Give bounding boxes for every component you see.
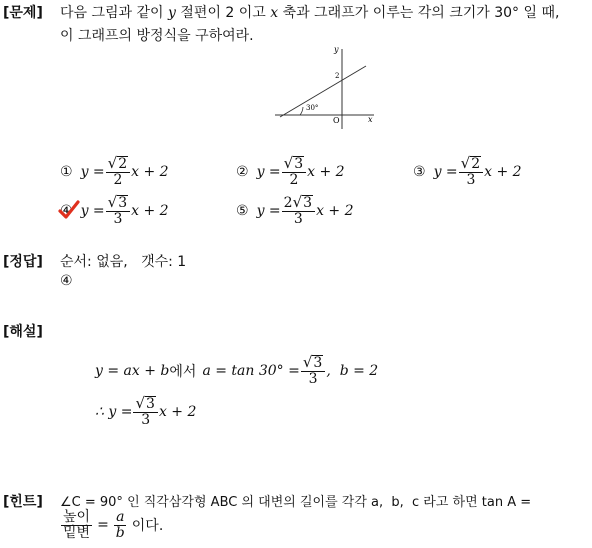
graph-figure — [270, 44, 380, 134]
hint-fraction-2-denominator: b — [115, 524, 125, 541]
hint-suffix: 이다. — [131, 518, 164, 535]
option-5-lhs: y = — [256, 203, 281, 220]
explanation-eq-1-radicand: 3 — [313, 355, 323, 371]
option-1-lhs: y = — [80, 164, 105, 181]
option-3-fraction: √ 2 3 — [459, 156, 483, 188]
option-4-radicand: 3 — [118, 195, 128, 211]
option-1-denominator: 2 — [113, 172, 123, 189]
explanation-eq-2 — [95, 396, 196, 428]
explanation-eq-2-radicand: 3 — [146, 396, 155, 412]
option-3-rhs: x + 2 — [484, 164, 522, 181]
hint-equals: = — [97, 517, 109, 534]
option-3-denominator: 3 — [466, 172, 476, 189]
option-1-fraction: √ 2 2 — [106, 156, 130, 188]
option-4-number: ④ — [60, 203, 73, 220]
answer-value: ④ — [60, 273, 73, 289]
explanation-eq-1-b: 에서 — [169, 364, 197, 381]
option-5-coefficient: 2 — [283, 195, 293, 211]
question-line-2: 이 그래프의 방정식을 구하여라. — [60, 28, 254, 44]
explanation-eq-1-d: , b = 2 — [326, 363, 379, 380]
option-2-number: ② — [236, 164, 249, 181]
question-text-c: 축과 그래프가 이루는 각의 크기가 30° 일 때, — [282, 5, 560, 21]
question-text-b: 절편이 2 이고 — [180, 5, 266, 21]
explanation-eq-2-b: x + 2 — [158, 404, 197, 421]
option-5-rhs: x + 2 — [316, 203, 354, 220]
option-2[interactable] — [236, 156, 345, 188]
checkmark-icon — [58, 199, 80, 221]
explanation-eq-1 — [95, 355, 378, 387]
hint-line-1: ∠C = 90° 인 직각삼각형 ABC 의 대변의 길이를 각각 a, b, c 라고 하면 tan A = — [60, 495, 532, 510]
option-3-radicand: 2 — [471, 156, 481, 172]
option-4-lhs: y = — [80, 203, 105, 220]
option-4-number-wrap — [60, 203, 73, 219]
answer-meta: 순서: 없음, 갯수: 1 — [60, 254, 187, 270]
option-2-denominator: 2 — [289, 172, 299, 189]
explanation-eq-1-c: a = tan 30° = — [202, 363, 300, 380]
option-5-denominator: 3 — [293, 211, 303, 228]
explanation-eq-2-a: ∴ y = — [95, 404, 133, 421]
explanation-eq-2-denominator: 3 — [141, 412, 151, 429]
hint-tag: [힌트] — [3, 494, 43, 510]
explanation-eq-2-fraction: √ 3 3 — [133, 396, 157, 428]
hint-fraction-1 — [61, 510, 92, 540]
option-2-radicand: 3 — [294, 156, 304, 172]
option-2-lhs: y = — [256, 164, 281, 181]
question-text-a: 다음 그림과 같이 — [60, 5, 164, 21]
option-4-denominator: 3 — [113, 211, 123, 228]
angle-arc — [300, 107, 303, 115]
option-3[interactable] — [413, 156, 522, 188]
question-line-1 — [60, 2, 559, 22]
option-4-rhs: x + 2 — [131, 203, 169, 220]
question-var-x: x — [270, 5, 279, 21]
option-5-fraction: 2 √ 3 3 — [282, 195, 315, 227]
question-tag: [문제] — [3, 5, 43, 21]
figure-label-intercept: 2 — [335, 72, 340, 80]
option-1-number: ① — [60, 164, 73, 181]
option-1-rhs: x + 2 — [131, 164, 169, 181]
figure-label-x: x — [368, 115, 373, 124]
option-4[interactable] — [60, 195, 169, 227]
explanation-eq-1-fraction: √ 3 3 — [301, 355, 325, 387]
option-5[interactable] — [236, 195, 354, 227]
hint-fraction-2 — [114, 510, 127, 540]
option-5-number: ⑤ — [236, 203, 249, 220]
explanation-eq-1-denominator: 3 — [308, 371, 318, 388]
hint-fraction-2-numerator: a — [116, 509, 125, 525]
answer-tag: [정답] — [3, 254, 43, 270]
option-5-radicand: 3 — [303, 195, 313, 211]
figure-label-y: y — [334, 45, 339, 54]
figure-label-origin: O — [333, 116, 340, 125]
option-1-radicand: 2 — [118, 156, 128, 172]
graph-line — [280, 66, 366, 117]
option-3-number: ③ — [413, 164, 426, 181]
explanation-tag: [해설] — [3, 324, 43, 340]
option-1[interactable] — [60, 156, 169, 188]
option-3-lhs: y = — [433, 164, 458, 181]
figure-label-angle: 30° — [306, 104, 319, 112]
hint-fraction-1-numerator: 높이 — [63, 509, 91, 525]
explanation-eq-1-a: y = ax + b — [95, 363, 170, 380]
option-2-rhs: x + 2 — [307, 164, 345, 181]
hint-fraction-1-denominator: 밑변 — [63, 524, 91, 541]
question-var-y: y — [168, 5, 176, 21]
option-4-fraction: √ 3 3 — [106, 195, 130, 227]
option-2-fraction: √ 3 2 — [282, 156, 306, 188]
hint-line-2 — [60, 510, 163, 540]
